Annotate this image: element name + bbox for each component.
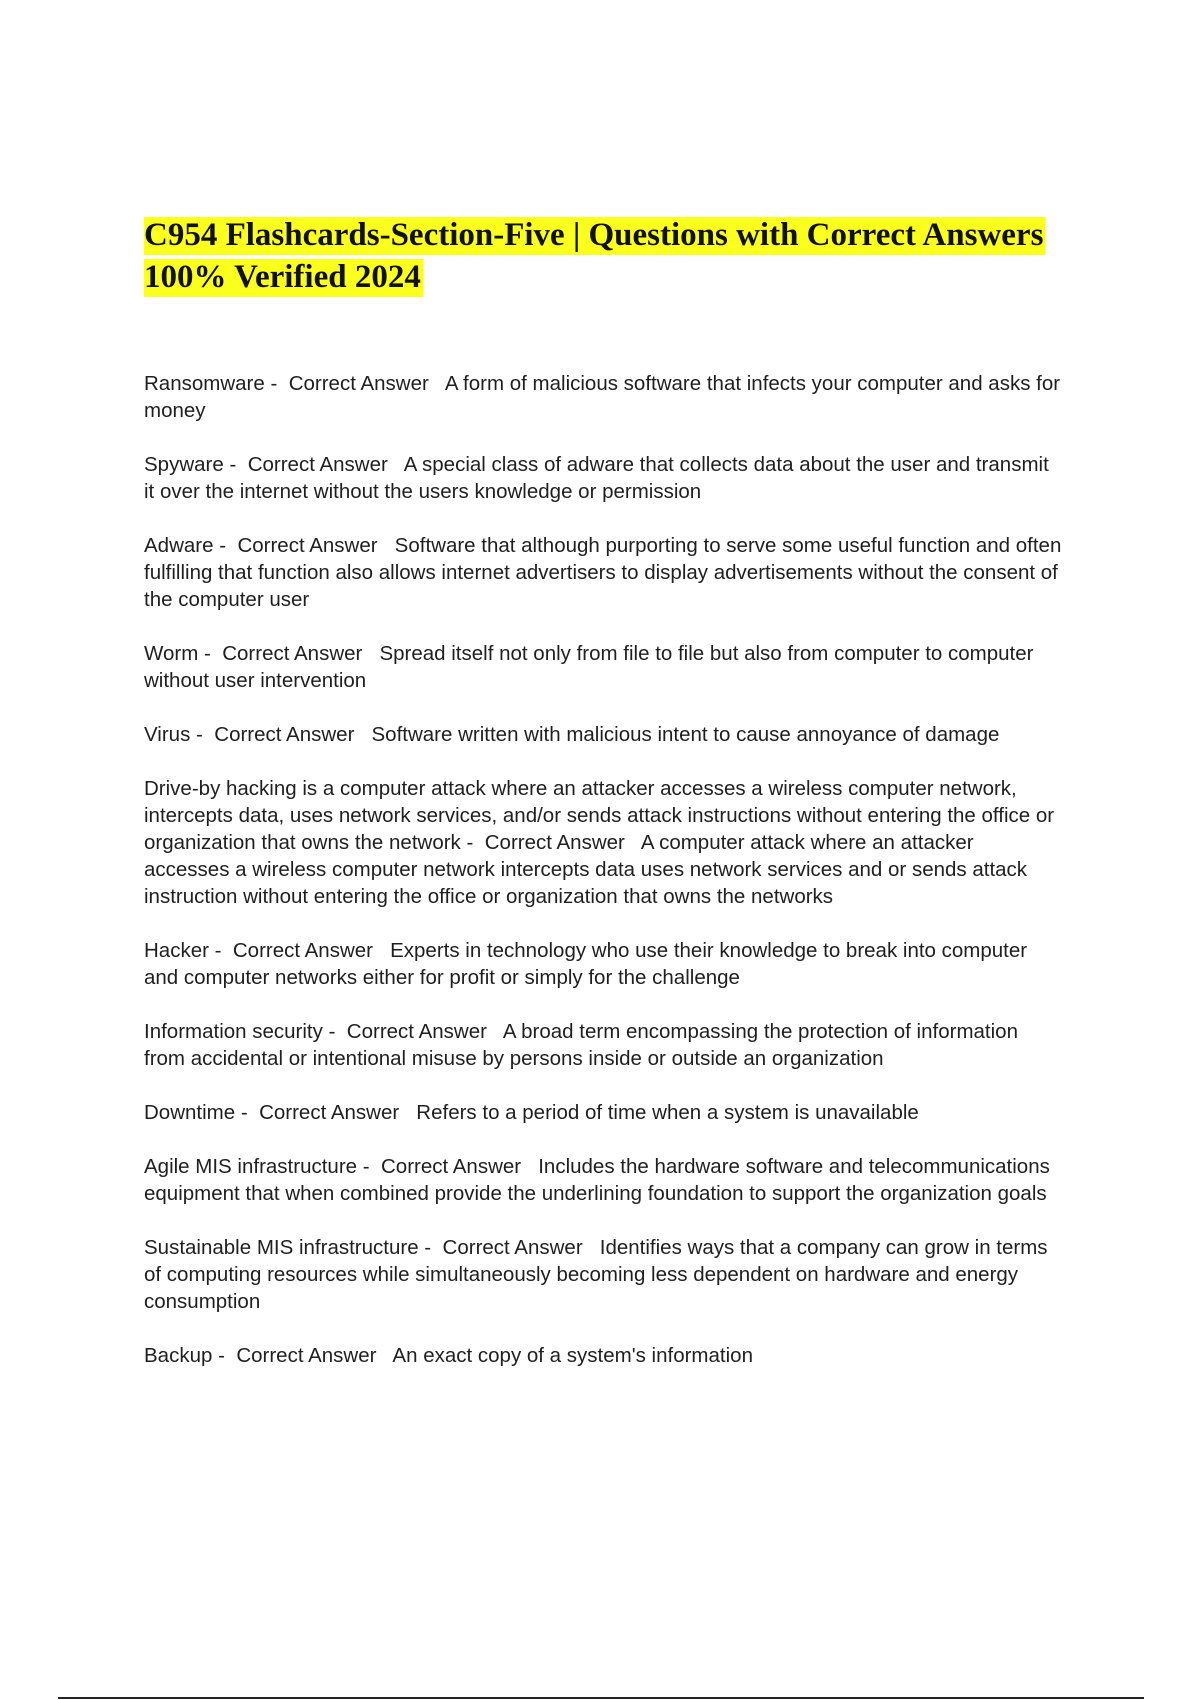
flashcard-list bbox=[144, 370, 1064, 1396]
answer-marker: Correct Answer bbox=[247, 453, 388, 476]
flashcard-term: Adware bbox=[144, 534, 214, 557]
flashcard-definition: Spread itself not only from file to file but also from computer to computer without user intervention bbox=[144, 642, 1034, 692]
flashcard-item: Adware - Correct Answer Software that although purporting to serve some useful function and often fulfilling that function also allows internet advertisers to display advertisements without the consent of the computer user bbox=[144, 534, 1062, 611]
answer-marker: Correct Answer bbox=[346, 1020, 487, 1043]
flashcard-definition: A computer attack where an attacker accesses a wireless computer network intercepts data uses network services and or sends attack instruction without entering the office or organization that owns the networks bbox=[144, 831, 1028, 908]
flashcard-definition: Refers to a period of time when a system is unavailable bbox=[416, 1101, 919, 1124]
flashcard-definition: Experts in technology who use their knowledge to break into computer and computer networks either for profit or simply for the challenge bbox=[144, 939, 1028, 989]
flashcard-definition: Includes the hardware software and telecommunications equipment that when combined provide the underlining foundation to support the organization goals bbox=[144, 1155, 1050, 1205]
answer-marker: Correct Answer bbox=[236, 1344, 377, 1367]
flashcard-item: Worm - Correct Answer Spread itself not only from file to file but also from computer to computer without user intervention bbox=[144, 642, 1034, 692]
flashcard-item: Backup - Correct Answer An exact copy of a system's information bbox=[144, 1344, 753, 1367]
flashcard-item: Virus - Correct Answer Software written with malicious intent to cause annoyance of damage bbox=[144, 723, 1000, 746]
answer-marker: Correct Answer bbox=[237, 534, 378, 557]
flashcard-term: Downtime bbox=[144, 1101, 236, 1124]
flashcard-item: Downtime - Correct Answer Refers to a period of time when a system is unavailable bbox=[144, 1101, 919, 1124]
flashcard-definition: Software written with malicious intent to cause annoyance of damage bbox=[371, 723, 1000, 746]
page-bottom-divider bbox=[58, 1697, 1144, 1699]
flashcard-term: Ransomware bbox=[144, 372, 265, 395]
answer-marker: Correct Answer bbox=[442, 1236, 583, 1259]
flashcard-term: Spyware bbox=[144, 453, 224, 476]
flashcard-item: Information security - Correct Answer A broad term encompassing the protection of information from accidental or intentional misuse by persons inside or outside an organization bbox=[144, 1020, 1018, 1070]
flashcard-item: Drive-by hacking is a computer attack where an attacker accesses a wireless computer network, intercepts data, uses network services, and/or sends attack instructions without entering the office or organization that owns the network - Correct Answer A computer attack where an attacker accesses a wireless computer network intercepts data uses network services and or sends attack instruction without entering the office or organization that owns the networks bbox=[144, 777, 1055, 908]
answer-marker: Correct Answer bbox=[288, 372, 429, 395]
answer-marker: Correct Answer bbox=[484, 831, 625, 854]
flashcard-definition: A broad term encompassing the protection of information from accidental or intentional misuse by persons inside or outside an organization bbox=[144, 1020, 1018, 1070]
flashcard-term: Backup bbox=[144, 1344, 213, 1367]
flashcard-definition: A special class of adware that collects data about the user and transmit it over the internet without the users knowledge or permission bbox=[144, 453, 1049, 503]
flashcard-definition: An exact copy of a system's information bbox=[392, 1344, 753, 1367]
answer-marker: Correct Answer bbox=[232, 939, 373, 962]
flashcard-item: Agile MIS infrastructure - Correct Answer Includes the hardware software and telecommunications equipment that when combined provide the underlining foundation to support the organization goals bbox=[144, 1155, 1050, 1205]
answer-marker: Correct Answer bbox=[259, 1101, 400, 1124]
flashcard-term: Worm bbox=[144, 642, 199, 665]
flashcard-item: Spyware - Correct Answer A special class of adware that collects data about the user and transmit it over the internet without the users knowledge or permission bbox=[144, 453, 1049, 503]
flashcard-item: Ransomware - Correct Answer A form of malicious software that infects your computer and asks for money bbox=[144, 372, 1061, 422]
flashcard-term: Virus bbox=[144, 723, 191, 746]
title-highlight: C954 Flashcards-Section-Five | Questions with Correct Answers 100% Verified 2024 bbox=[144, 217, 1044, 295]
flashcard-term: Information security bbox=[144, 1020, 323, 1043]
flashcard-term: Sustainable MIS infrastructure bbox=[144, 1236, 419, 1259]
flashcard-definition: Software that although purporting to serve some useful function and often fulfilling that function also allows internet advertisers to display advertisements without the consent of the computer user bbox=[144, 534, 1062, 611]
flashcard-definition: A form of malicious software that infects your computer and asks for money bbox=[144, 372, 1061, 422]
flashcard-item: Hacker - Correct Answer Experts in technology who use their knowledge to break into computer and computer networks either for profit or simply for the challenge bbox=[144, 939, 1028, 989]
document-title bbox=[144, 214, 1064, 298]
flashcard-item: Sustainable MIS infrastructure - Correct Answer Identifies ways that a company can grow in terms of computing resources while simultaneously becoming less dependent on hardware and energy consumption bbox=[144, 1236, 1048, 1313]
flashcard-term: Drive-by hacking is a computer attack where an attacker accesses a wireless computer network, intercepts data, uses network services, and/or sends attack instructions without entering the office or organization that owns the network bbox=[144, 777, 1055, 854]
answer-marker: Correct Answer bbox=[214, 723, 355, 746]
flashcard-definition: Identifies ways that a company can grow in terms of computing resources while simultaneously becoming less dependent on hardware and energy consumption bbox=[144, 1236, 1048, 1313]
flashcard-term: Hacker bbox=[144, 939, 209, 962]
flashcard-term: Agile MIS infrastructure bbox=[144, 1155, 358, 1178]
answer-marker: Correct Answer bbox=[222, 642, 363, 665]
answer-marker: Correct Answer bbox=[380, 1155, 522, 1178]
